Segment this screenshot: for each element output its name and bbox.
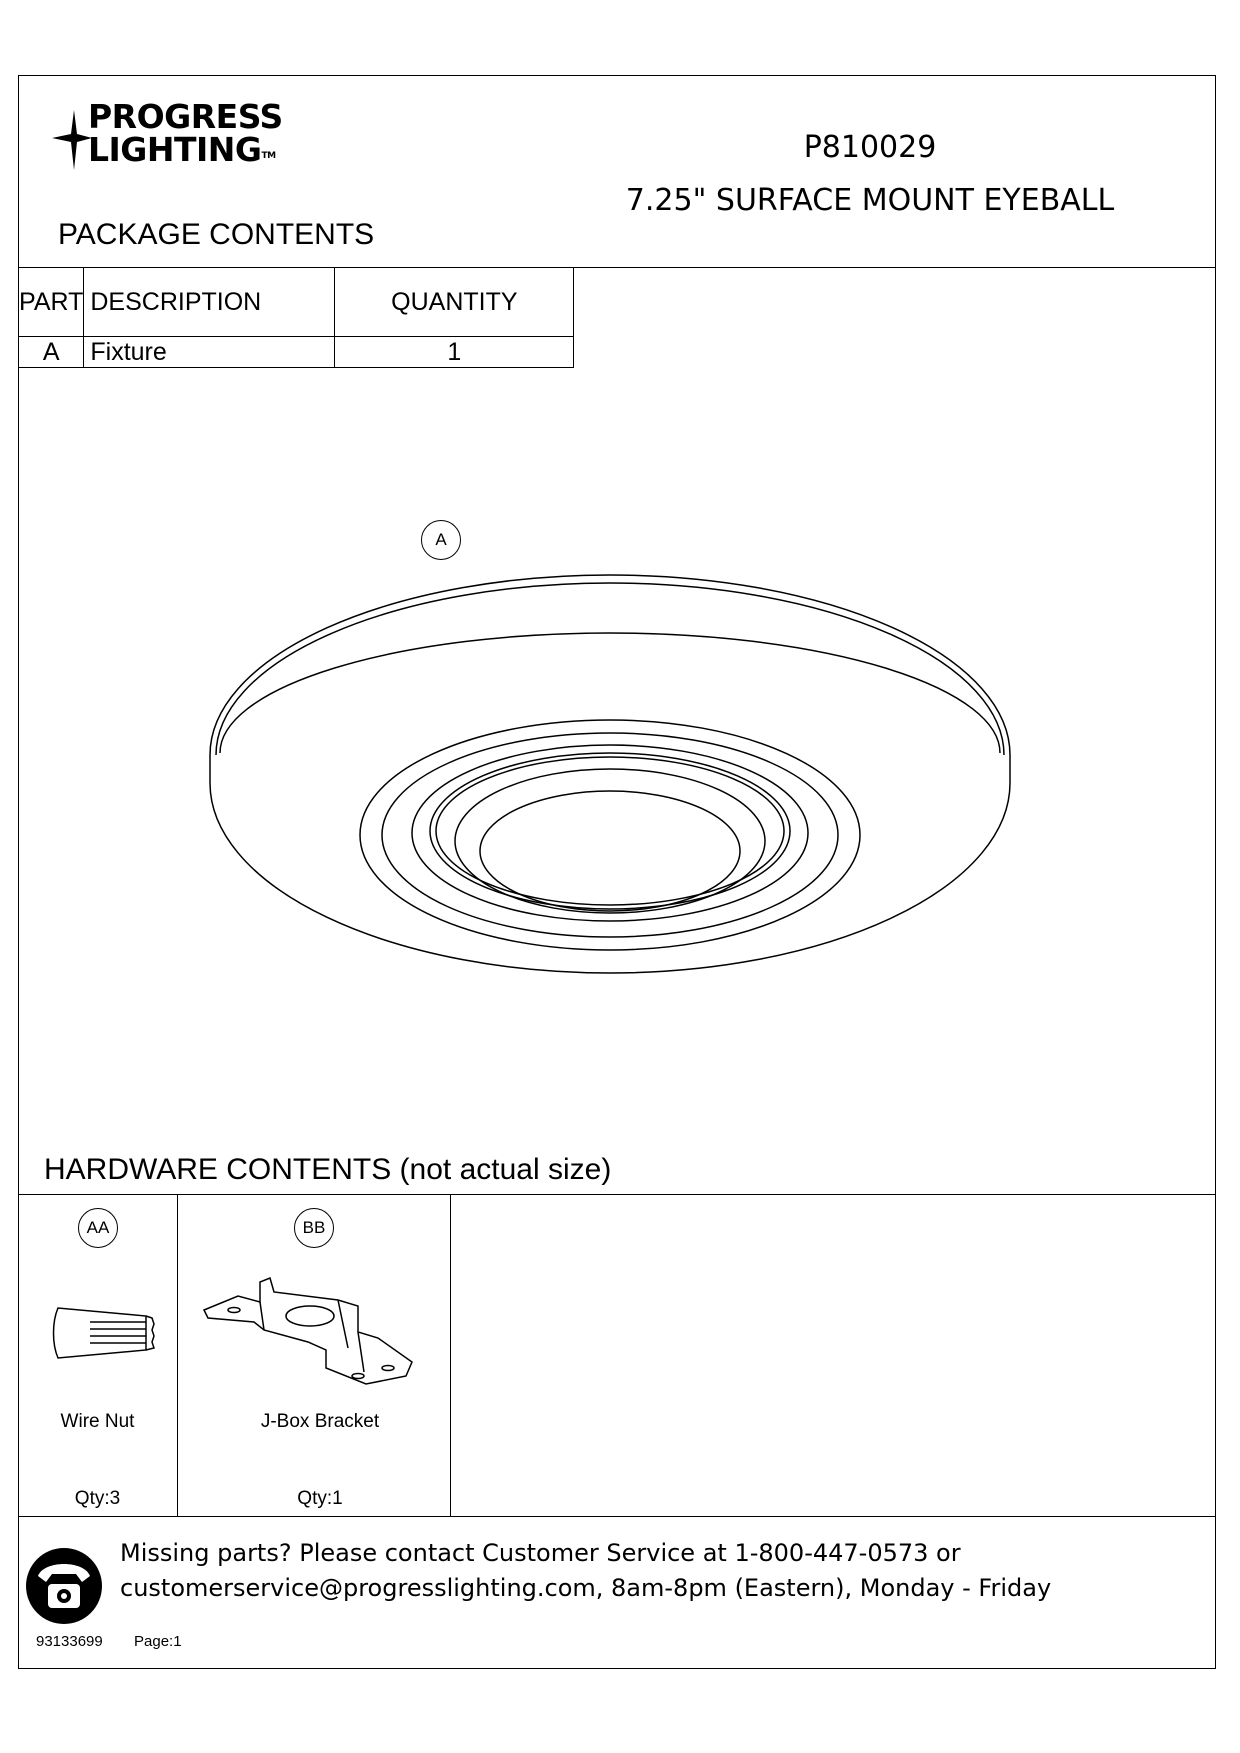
hardware-qty-bb: Qty:1 <box>297 1488 343 1509</box>
callout-a: A <box>421 520 461 560</box>
table-row <box>19 337 574 368</box>
col-description-header: DESCRIPTION <box>84 268 335 337</box>
fixture-diagram <box>190 515 1030 985</box>
hardware-top-divider <box>18 1194 1216 1195</box>
hardware-name-aa: Wire Nut <box>60 1411 135 1432</box>
star-logo-icon <box>52 110 92 170</box>
j-box-bracket-icon <box>198 1272 418 1392</box>
contact-line-2: customerservice@progresslighting.com, 8am-8pm (Eastern), Monday - Friday <box>120 1574 1052 1602</box>
hardware-col-divider-2 <box>450 1194 451 1516</box>
product-name: 7.25" SURFACE MOUNT EYEBALL <box>625 183 1115 218</box>
doc-number: 93133699 <box>36 1633 103 1650</box>
col-part-header: PART <box>19 268 84 337</box>
hardware-col-divider-1 <box>177 1194 178 1516</box>
telephone-icon <box>24 1546 104 1626</box>
wire-nut-icon <box>50 1302 160 1364</box>
table-header-row <box>19 268 574 337</box>
callout-bb: BB <box>294 1208 334 1248</box>
trademark: TM <box>261 151 276 161</box>
hardware-name-bb: J-Box Bracket <box>260 1411 380 1432</box>
callout-aa: AA <box>78 1208 118 1248</box>
hardware-contents-title: HARDWARE CONTENTS (not actual size) <box>44 1153 612 1186</box>
brand-line1: PROGRESS <box>88 97 283 136</box>
hardware-bottom-divider <box>18 1516 1216 1517</box>
brand-logo <box>52 97 312 172</box>
cell-quantity: 1 <box>335 337 574 368</box>
cell-part: A <box>19 337 84 368</box>
contact-info <box>120 1536 1051 1606</box>
package-table <box>18 267 574 368</box>
brand-line2: LIGHTING™ <box>88 130 276 169</box>
hardware-qty-aa: Qty:3 <box>74 1488 121 1509</box>
model-number: P810029 <box>803 130 937 165</box>
contact-line-1: Missing parts? Please contact Customer Service at 1-800-447-0573 or <box>120 1539 961 1567</box>
cell-description: Fixture <box>84 337 335 368</box>
page-number: Page:1 <box>134 1633 182 1650</box>
package-contents-title: PACKAGE CONTENTS <box>58 218 375 251</box>
col-quantity-header: QUANTITY <box>335 268 574 337</box>
